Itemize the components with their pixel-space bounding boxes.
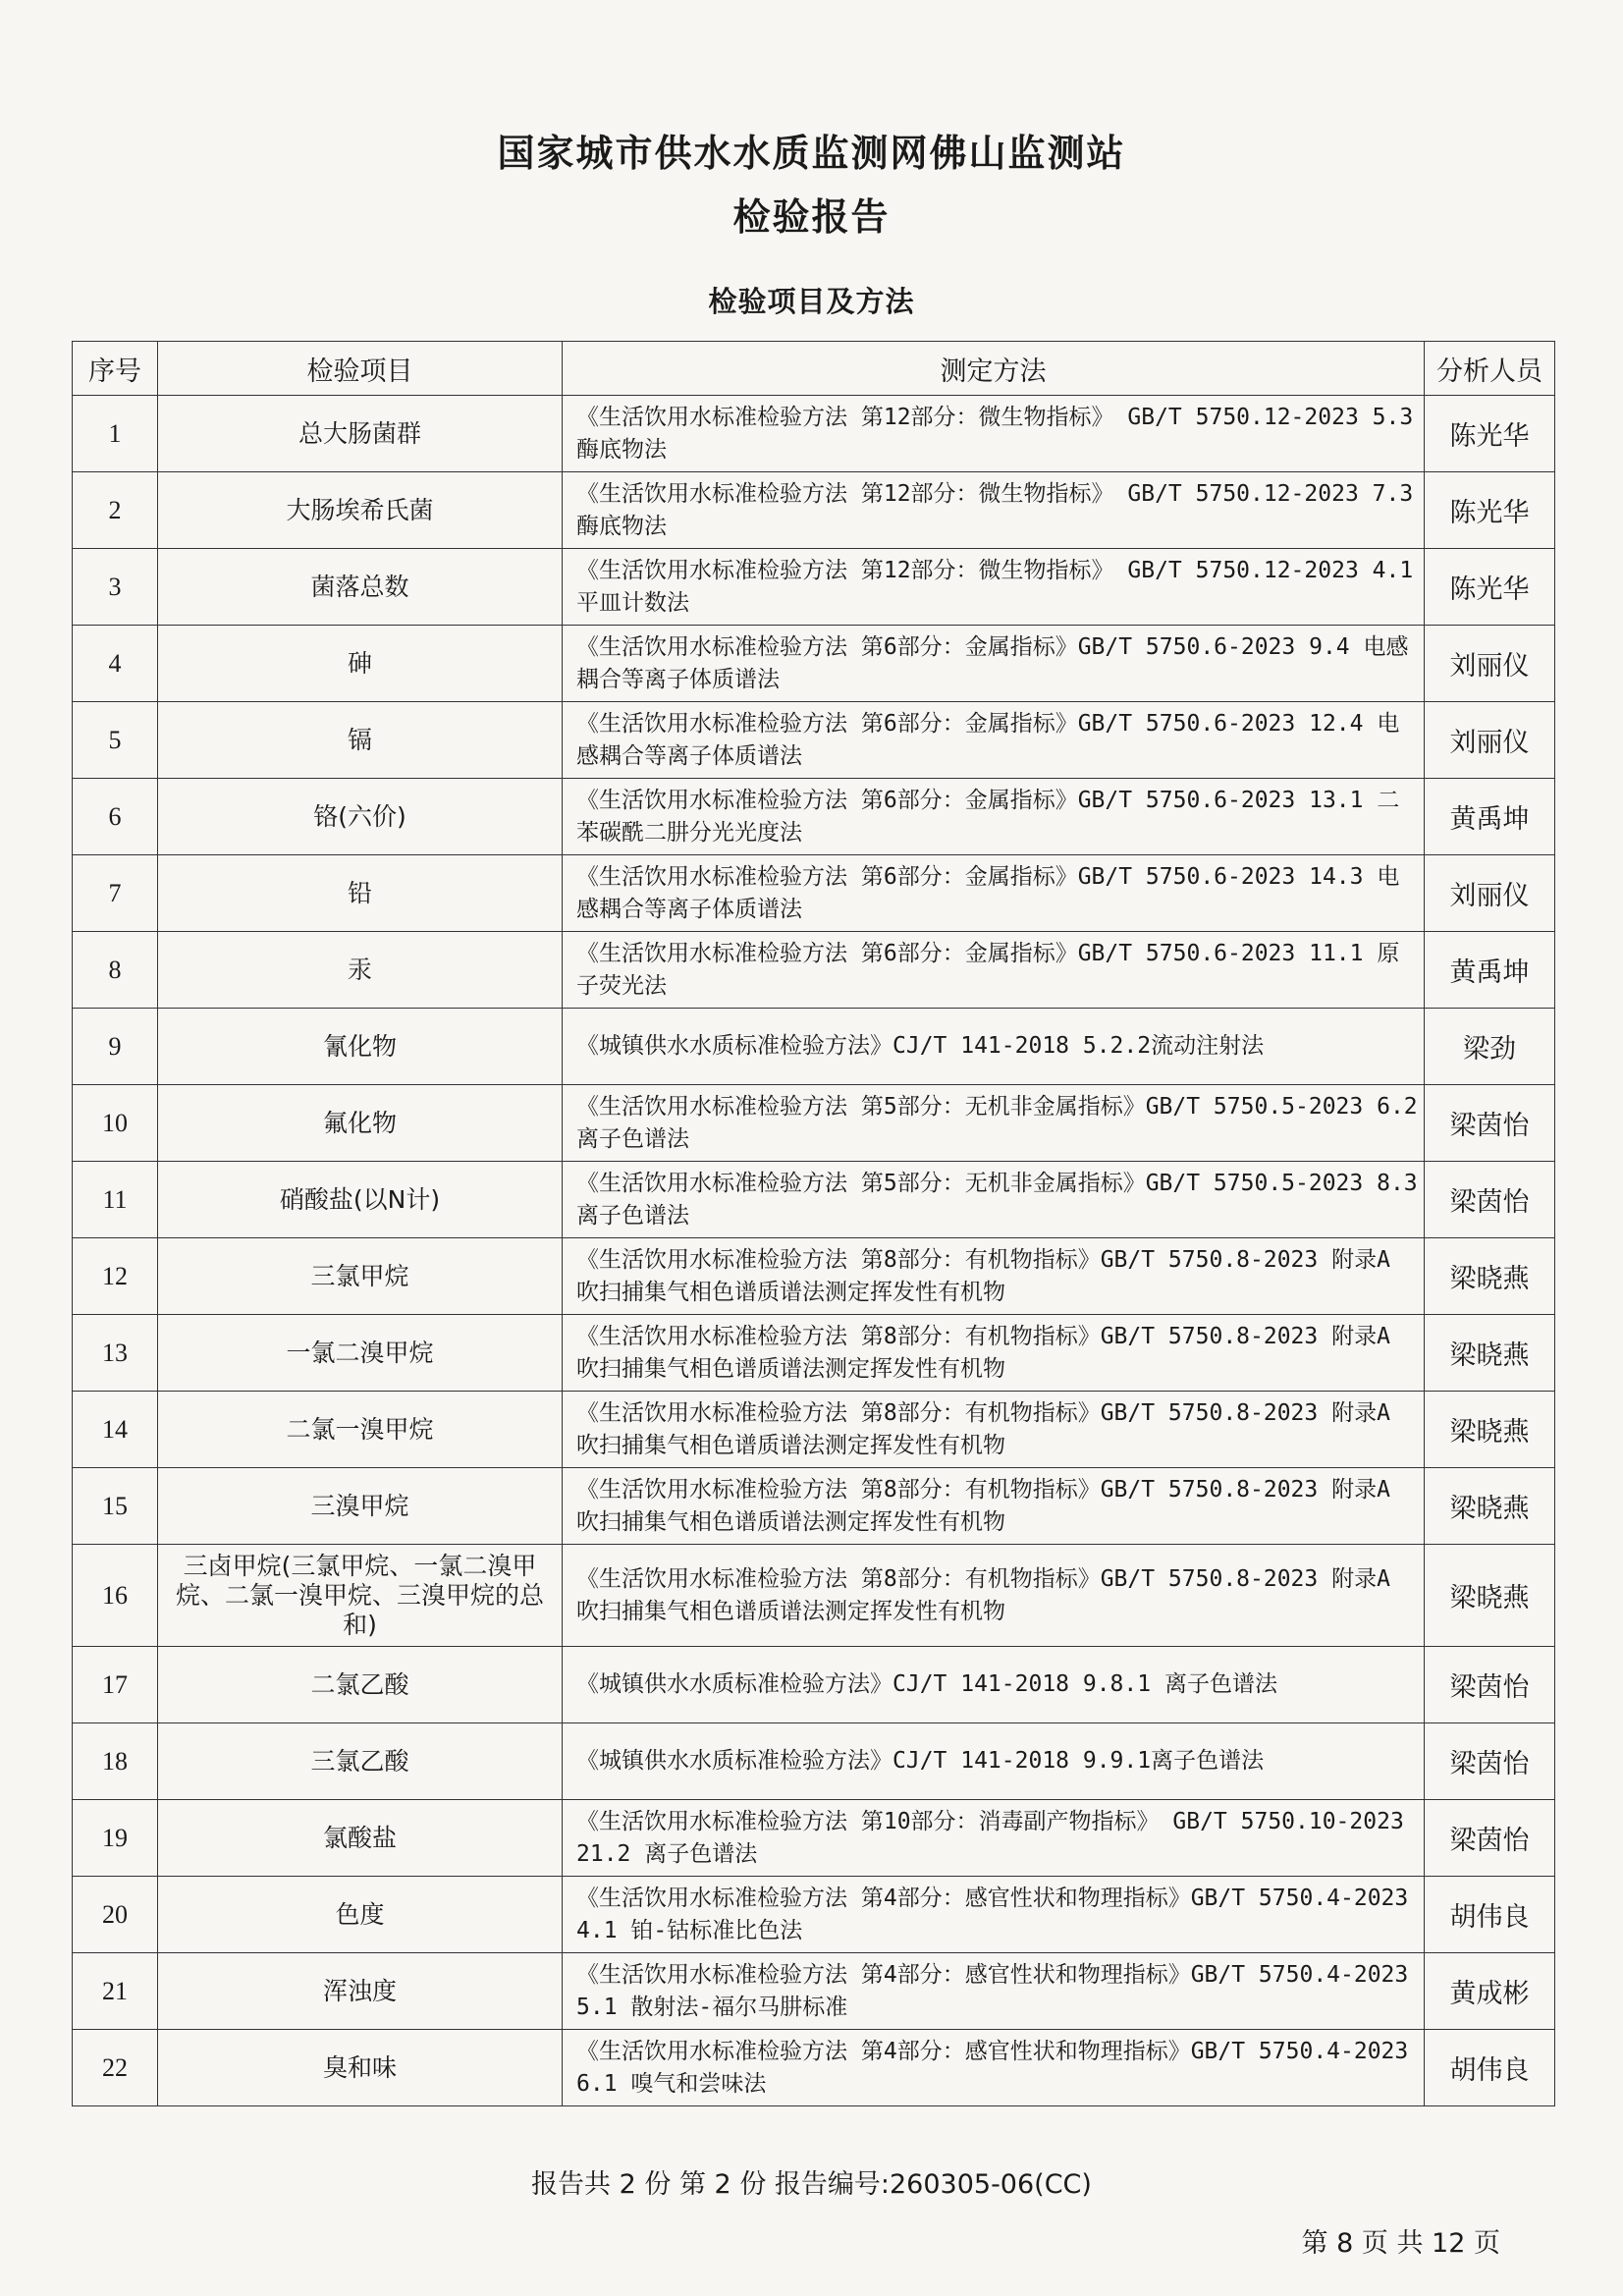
table-row bbox=[73, 1877, 1555, 1953]
row-number: 13 bbox=[73, 1315, 158, 1392]
table-row bbox=[73, 396, 1555, 472]
table-row bbox=[73, 1009, 1555, 1085]
row-number: 4 bbox=[73, 626, 158, 702]
analyst-name: 刘丽仪 bbox=[1425, 626, 1555, 702]
analyst-name: 梁晓燕 bbox=[1425, 1315, 1555, 1392]
row-number: 7 bbox=[73, 855, 158, 932]
table-row bbox=[73, 2030, 1555, 2106]
test-method: 《城镇供水水质标准检验方法》CJ/T 141-2018 9.9.1离子色谱法 bbox=[563, 1723, 1425, 1800]
column-header-item: 检验项目 bbox=[158, 342, 563, 396]
test-method: 《生活饮用水标准检验方法 第4部分：感官性状和物理指标》GB/T 5750.4-2023 4.1 铂-钴标准比色法 bbox=[563, 1877, 1425, 1953]
table-header-row bbox=[73, 342, 1555, 396]
test-method: 《生活饮用水标准检验方法 第5部分：无机非金属指标》GB/T 5750.5-2023 8.3 离子色谱法 bbox=[563, 1162, 1425, 1238]
test-item: 铅 bbox=[158, 855, 563, 932]
table-row bbox=[73, 1468, 1555, 1545]
test-item: 三氯甲烷 bbox=[158, 1238, 563, 1315]
test-method: 《生活饮用水标准检验方法 第8部分：有机物指标》GB/T 5750.8-2023 附录A 吹扫捕集气相色谱质谱法测定挥发性有机物 bbox=[563, 1468, 1425, 1545]
test-method: 《生活饮用水标准检验方法 第12部分：微生物指标》 GB/T 5750.12-2023 5.3 酶底物法 bbox=[563, 396, 1425, 472]
test-item: 三卤甲烷(三氯甲烷、一氯二溴甲烷、二氯一溴甲烷、三溴甲烷的总和) bbox=[158, 1545, 563, 1647]
test-method: 《生活饮用水标准检验方法 第10部分：消毒副产物指标》 GB/T 5750.10-2023 21.2 离子色谱法 bbox=[563, 1800, 1425, 1877]
analyst-name: 陈光华 bbox=[1425, 472, 1555, 549]
test-method: 《生活饮用水标准检验方法 第6部分：金属指标》GB/T 5750.6-2023 9.4 电感耦合等离子体质谱法 bbox=[563, 626, 1425, 702]
column-header-method: 测定方法 bbox=[563, 342, 1425, 396]
test-item: 色度 bbox=[158, 1877, 563, 1953]
table-row bbox=[73, 549, 1555, 626]
test-item: 二氯乙酸 bbox=[158, 1647, 563, 1723]
test-method: 《生活饮用水标准检验方法 第6部分：金属指标》GB/T 5750.6-2023 13.1 二苯碳酰二肼分光光度法 bbox=[563, 779, 1425, 855]
page-number: 第 8 页 共 12 页 bbox=[1301, 2228, 1500, 2259]
table-row bbox=[73, 702, 1555, 779]
row-number: 9 bbox=[73, 1009, 158, 1085]
table-body bbox=[73, 396, 1555, 2106]
row-number: 15 bbox=[73, 1468, 158, 1545]
table-row bbox=[73, 472, 1555, 549]
row-number: 2 bbox=[73, 472, 158, 549]
test-method: 《生活饮用水标准检验方法 第8部分：有机物指标》GB/T 5750.8-2023 附录A 吹扫捕集气相色谱质谱法测定挥发性有机物 bbox=[563, 1315, 1425, 1392]
test-method: 《城镇供水水质标准检验方法》CJ/T 141-2018 5.2.2流动注射法 bbox=[563, 1009, 1425, 1085]
analyst-name: 黄禹坤 bbox=[1425, 932, 1555, 1009]
row-number: 19 bbox=[73, 1800, 158, 1877]
table-row bbox=[73, 1392, 1555, 1468]
analyst-name: 梁晓燕 bbox=[1425, 1468, 1555, 1545]
test-method: 《生活饮用水标准检验方法 第6部分：金属指标》GB/T 5750.6-2023 14.3 电感耦合等离子体质谱法 bbox=[563, 855, 1425, 932]
test-item: 二氯一溴甲烷 bbox=[158, 1392, 563, 1468]
row-number: 10 bbox=[73, 1085, 158, 1162]
row-number: 21 bbox=[73, 1953, 158, 2030]
report-copies-info: 报告共 2 份 第 2 份 报告编号:260305-06(CC) bbox=[531, 2169, 1092, 2200]
test-method: 《生活饮用水标准检验方法 第8部分：有机物指标》GB/T 5750.8-2023 附录A 吹扫捕集气相色谱质谱法测定挥发性有机物 bbox=[563, 1392, 1425, 1468]
row-number: 17 bbox=[73, 1647, 158, 1723]
report-title: 检验报告 bbox=[732, 195, 891, 239]
test-item: 菌落总数 bbox=[158, 549, 563, 626]
test-item: 氟化物 bbox=[158, 1085, 563, 1162]
row-number: 16 bbox=[73, 1545, 158, 1647]
test-item: 浑浊度 bbox=[158, 1953, 563, 2030]
test-method: 《城镇供水水质标准检验方法》CJ/T 141-2018 9.8.1 离子色谱法 bbox=[563, 1647, 1425, 1723]
analyst-name: 梁劲 bbox=[1425, 1009, 1555, 1085]
test-item: 铬(六价) bbox=[158, 779, 563, 855]
test-item: 三氯乙酸 bbox=[158, 1723, 563, 1800]
test-item: 氯酸盐 bbox=[158, 1800, 563, 1877]
analyst-name: 梁茵怡 bbox=[1425, 1647, 1555, 1723]
table-row bbox=[73, 779, 1555, 855]
test-item: 镉 bbox=[158, 702, 563, 779]
row-number: 1 bbox=[73, 396, 158, 472]
test-item: 汞 bbox=[158, 932, 563, 1009]
test-item: 一氯二溴甲烷 bbox=[158, 1315, 563, 1392]
row-number: 8 bbox=[73, 932, 158, 1009]
row-number: 11 bbox=[73, 1162, 158, 1238]
section-title: 检验项目及方法 bbox=[708, 285, 915, 318]
row-number: 22 bbox=[73, 2030, 158, 2106]
report-org-title: 国家城市供水水质监测网佛山监测站 bbox=[497, 132, 1126, 175]
table-row bbox=[73, 1238, 1555, 1315]
table-row bbox=[73, 1647, 1555, 1723]
analyst-name: 黄禹坤 bbox=[1425, 779, 1555, 855]
analyst-name: 陈光华 bbox=[1425, 396, 1555, 472]
table-row bbox=[73, 626, 1555, 702]
test-method: 《生活饮用水标准检验方法 第12部分：微生物指标》 GB/T 5750.12-2023 7.3 酶底物法 bbox=[563, 472, 1425, 549]
test-item: 砷 bbox=[158, 626, 563, 702]
test-item: 总大肠菌群 bbox=[158, 396, 563, 472]
row-number: 18 bbox=[73, 1723, 158, 1800]
row-number: 5 bbox=[73, 702, 158, 779]
test-method: 《生活饮用水标准检验方法 第12部分：微生物指标》 GB/T 5750.12-2023 4.1 平皿计数法 bbox=[563, 549, 1425, 626]
analyst-name: 梁晓燕 bbox=[1425, 1545, 1555, 1647]
table-row bbox=[73, 1800, 1555, 1877]
analyst-name: 胡伟良 bbox=[1425, 2030, 1555, 2106]
test-item: 大肠埃希氏菌 bbox=[158, 472, 563, 549]
test-item: 三溴甲烷 bbox=[158, 1468, 563, 1545]
row-number: 6 bbox=[73, 779, 158, 855]
test-method: 《生活饮用水标准检验方法 第6部分：金属指标》GB/T 5750.6-2023 11.1 原子荧光法 bbox=[563, 932, 1425, 1009]
test-method: 《生活饮用水标准检验方法 第4部分：感官性状和物理指标》GB/T 5750.4-2023 6.1 嗅气和尝味法 bbox=[563, 2030, 1425, 2106]
analyst-name: 刘丽仪 bbox=[1425, 855, 1555, 932]
test-method: 《生活饮用水标准检验方法 第8部分：有机物指标》GB/T 5750.8-2023 附录A 吹扫捕集气相色谱质谱法测定挥发性有机物 bbox=[563, 1238, 1425, 1315]
table-row bbox=[73, 1315, 1555, 1392]
test-method: 《生活饮用水标准检验方法 第6部分：金属指标》GB/T 5750.6-2023 12.4 电感耦合等离子体质谱法 bbox=[563, 702, 1425, 779]
row-number: 20 bbox=[73, 1877, 158, 1953]
analyst-name: 梁晓燕 bbox=[1425, 1392, 1555, 1468]
analyst-name: 梁茵怡 bbox=[1425, 1085, 1555, 1162]
analyst-name: 黄成彬 bbox=[1425, 1953, 1555, 2030]
column-header-no: 序号 bbox=[73, 342, 158, 396]
table-row bbox=[73, 855, 1555, 932]
table-row bbox=[73, 1545, 1555, 1647]
test-method: 《生活饮用水标准检验方法 第8部分：有机物指标》GB/T 5750.8-2023 附录A 吹扫捕集气相色谱质谱法测定挥发性有机物 bbox=[563, 1545, 1425, 1647]
table-row bbox=[73, 1162, 1555, 1238]
analyst-name: 梁茵怡 bbox=[1425, 1723, 1555, 1800]
column-header-analyst: 分析人员 bbox=[1425, 342, 1555, 396]
analyst-name: 刘丽仪 bbox=[1425, 702, 1555, 779]
row-number: 14 bbox=[73, 1392, 158, 1468]
test-method: 《生活饮用水标准检验方法 第4部分：感官性状和物理指标》GB/T 5750.4-2023 5.1 散射法-福尔马肼标准 bbox=[563, 1953, 1425, 2030]
table-row bbox=[73, 1723, 1555, 1800]
analyst-name: 梁茵怡 bbox=[1425, 1800, 1555, 1877]
analyst-name: 胡伟良 bbox=[1425, 1877, 1555, 1953]
test-item: 臭和味 bbox=[158, 2030, 563, 2106]
table-row bbox=[73, 932, 1555, 1009]
analyst-name: 梁茵怡 bbox=[1425, 1162, 1555, 1238]
table-row bbox=[73, 1953, 1555, 2030]
table-row bbox=[73, 1085, 1555, 1162]
analyst-name: 陈光华 bbox=[1425, 549, 1555, 626]
test-method: 《生活饮用水标准检验方法 第5部分：无机非金属指标》GB/T 5750.5-2023 6.2 离子色谱法 bbox=[563, 1085, 1425, 1162]
row-number: 12 bbox=[73, 1238, 158, 1315]
test-item: 硝酸盐(以N计) bbox=[158, 1162, 563, 1238]
methods-table bbox=[72, 341, 1555, 2106]
test-item: 氰化物 bbox=[158, 1009, 563, 1085]
row-number: 3 bbox=[73, 549, 158, 626]
analyst-name: 梁晓燕 bbox=[1425, 1238, 1555, 1315]
